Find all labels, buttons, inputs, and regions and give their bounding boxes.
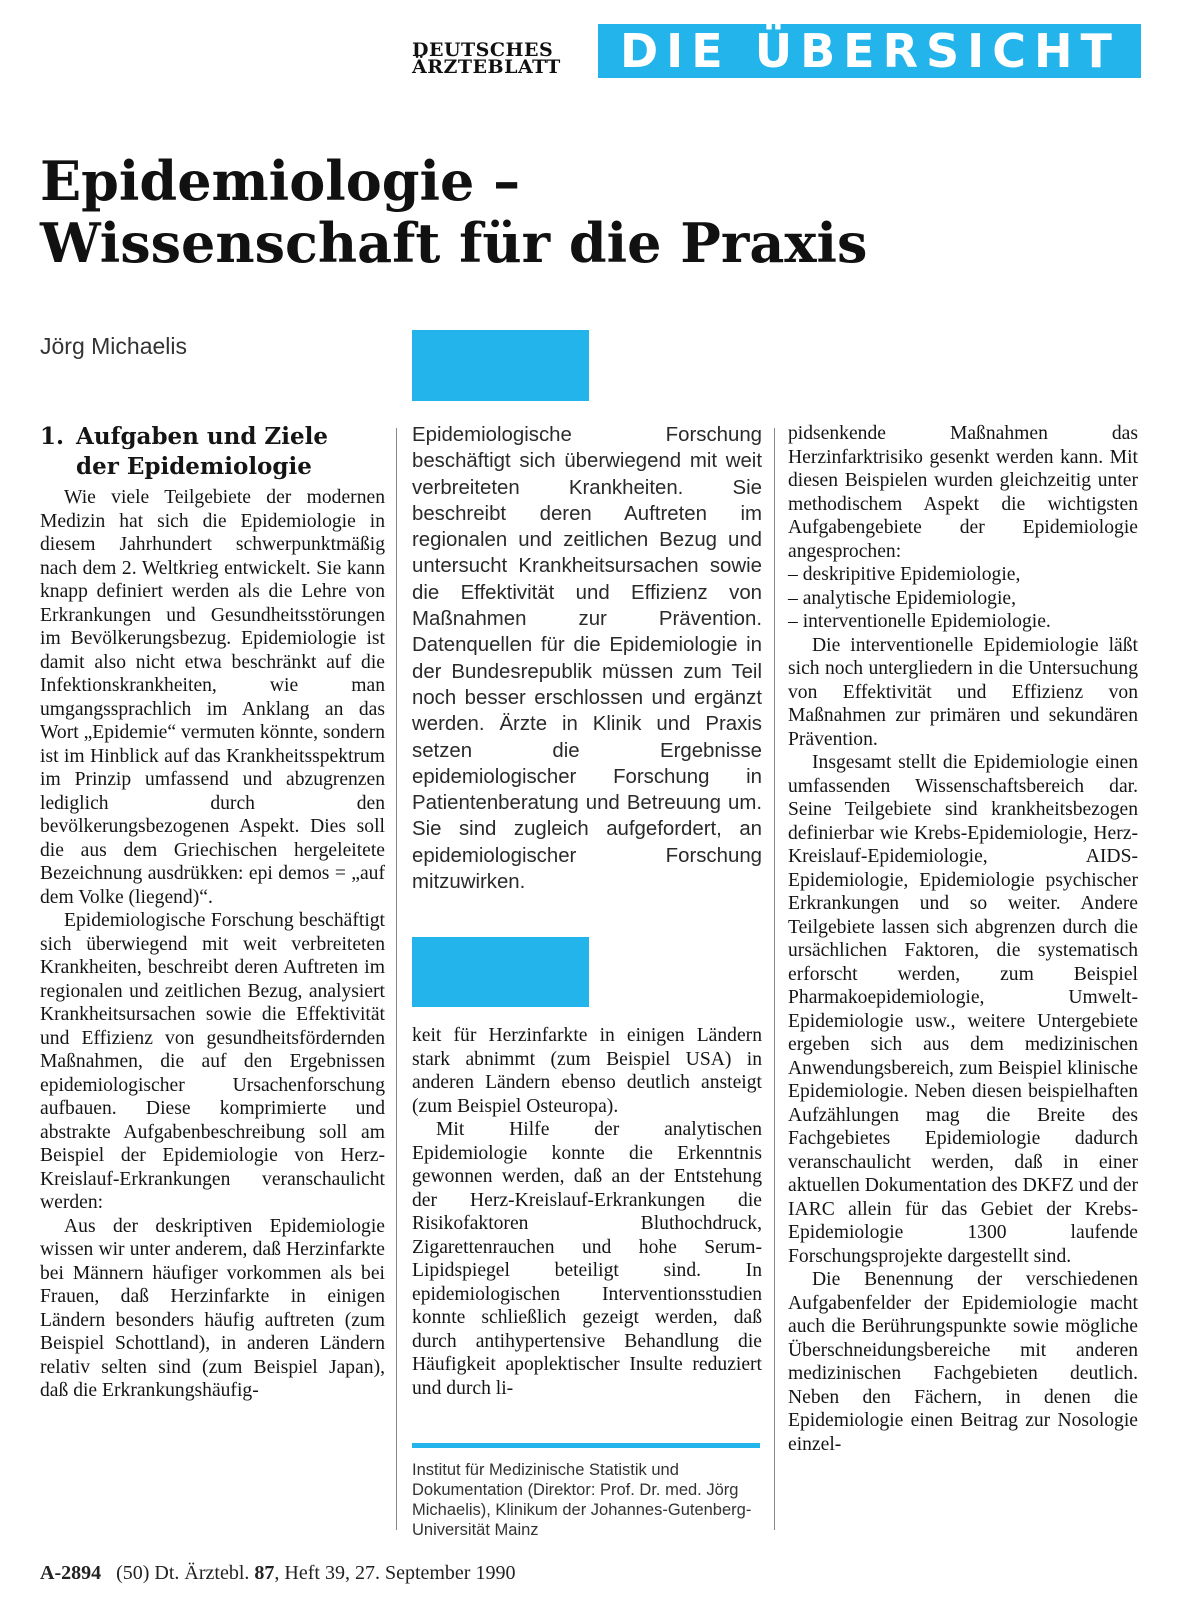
body-paragraph: Wie viele Teilgebiete der modernen Medizin hat sich die Epidemiologie in diesem Jahrhundert schwerpunktmäßig nach dem 2. Weltkrieg entwickelt. Sie kann knapp definiert werden als die Lehre von Erkrankungen und Gesundheitsstörungen im Bevölkerungsbezug. Epidemiologie ist damit also nicht etwa beschränkt auf die Infektionskrankheiten, wie man umgangssprachlich im Anklang an das Wort „Epidemie“ vermuten könnte, sondern ist im Hinblick auf das Krankheitsspektrum im Prinzip umfassend und abzugrenzen lediglich durch den bevölkerungsbezogenen Aspekt. Dies soll die aus dem Griechischen hergeleitete Bezeichnung ausdrükken: epi demos = „auf dem Volke (liegend)“. (40, 487, 386, 908)
column-rule-1 (396, 428, 397, 1530)
decorative-box-top (412, 330, 589, 401)
column-2-body (412, 1024, 762, 1400)
body-paragraph: Die interventionelle Epidemiologie läßt sich noch untergliedern in die Untersuchung von Effektivität und Effizienz von Maßnahmen zur primären und sekundären Prävention. (788, 634, 1138, 750)
article-title (40, 150, 1100, 274)
list-item: – interventionelle Epidemiologie. (788, 611, 1051, 632)
title-line1: Epidemiologie – (40, 149, 521, 213)
section-heading-line2: der Epidemiologie (76, 453, 312, 480)
body-paragraph: Aus der deskriptiven Epidemiologie wissen wir unter anderem, daß Herzinfarkte bei Männern häufiger vorkommen als bei Frauen, daß Herzinfarkte in einigen Ländern besonders häufig auftreten (zum Beispiel Schottland), in anderen Ländern relativ selten sind (zum Beispiel Japan), daß die Erkrankungshäufig- (40, 1215, 385, 1401)
body-paragraph: Epidemiologische Forschung beschäftigt sich überwiegend mit weit verbreiteten Krankheiten, beschreibt deren Auftreten im regionalen und zeitlichen Bezug, analysiert Krankheitsursachen sowie die Effektivität und Effizienz von gesundheitsfördernden Maßnahmen, die auf den Ergebnissen epidemiologischer Ursachenforschung aufbauen. Diese komprimierte und abstrakte Aufgabenbeschreibung soll am Beispiel der Epidemiologie von Herz-Kreislauf-Erkrankungen veranschaulicht werden: (40, 910, 385, 1213)
volume-number: 87 (254, 1562, 275, 1584)
abstract-paragraph: Epidemiologische Forschung beschäftigt sich überwiegend mit weit verbreiteten Krankheiten. Sie beschreibt deren Auftreten im regionalen und zeitlichen Bezug und untersucht Krankheitsursachen sowie die Effektivität und Effizienz von Maßnahmen zur Prävention. Datenquellen für die Epidemiologie in der Bundesrepublik müssen zum Teil noch besser erschlossen und ergänzt werden. Ärzte in Klinik und Praxis setzen die Ergebnisse epidemiologischer Forschung in Patientenberatung und Betreuung um. Sie sind zugleich aufgefordert, an epidemiologischer Forschung mitzuwirken. (412, 424, 762, 894)
author-name: Jörg Michaelis (40, 333, 187, 359)
decorative-box-middle (412, 937, 589, 1007)
section-heading (40, 422, 385, 482)
affiliation-note: Institut für Medizinische Statistik und Dokumentation (Direktor: Prof. Dr. med. Jörg Michaelis), Klinikum der Johannes-Gutenberg-Universität Mainz (412, 1461, 752, 1539)
journal-masthead (412, 39, 590, 78)
body-paragraph: Die Benennung der verschiedenen Aufgabenfelder der Epidemiologie macht auch die Berührungspunkte sowie mögliche Überschneidungsbereiche mit anderen medizinischen Fachgebieten deutlich. Neben den Fächern, in denen die Epidemiologie einen Beitrag zur Nosologie einzel- (788, 1269, 1138, 1455)
page-footer (40, 1562, 515, 1585)
page-number: A-2894 (40, 1562, 102, 1584)
column-rule-2 (774, 428, 775, 1530)
masthead-line2: ÄRZTEBLATT (412, 56, 561, 78)
section-number: 1. (40, 423, 65, 450)
list-item: – analytische Epidemiologie, (788, 587, 1016, 609)
section-label: DIE ÜBERSICHT (620, 24, 1120, 78)
issue-date: , Heft 39, 27. September 1990 (274, 1562, 516, 1584)
section-banner (598, 24, 1141, 78)
masthead-line1: DEUTSCHES (412, 39, 554, 61)
task-list (788, 563, 1138, 634)
body-paragraph: Mit Hilfe der analytischen Epidemiologie konnte die Erkenntnis gewonnen werden, daß an der Entstehung der Herz-Kreislauf-Erkrankungen die Risikofaktoren Bluthochdruck, Zigarettenrauchen und hohe Serum-Lipidspiegel beteiligt sind. In epidemiologischen Interventionsstudien konnte schließlich gezeigt werden, daß durch antihypertensive Behandlung die Häufigkeit apoplektischer Insulte reduziert und durch li- (412, 1119, 762, 1399)
citation-text: (50) Dt. Ärztebl. (116, 1562, 250, 1584)
column-3 (788, 422, 1138, 1456)
abstract-text (412, 422, 762, 895)
section-heading-line1: Aufgaben und Ziele (76, 423, 328, 450)
list-item: – deskripitive Epidemiologie, (788, 564, 1021, 585)
column-1 (40, 422, 385, 1403)
affiliation-rule (412, 1443, 760, 1448)
body-paragraph: keit für Herzinfarkte in einigen Ländern stark abnimmt (zum Beispiel USA) in anderen Ländern ebenso deutlich ansteigt (zum Beispiel Osteuropa). (412, 1025, 762, 1117)
body-paragraph: pidsenkende Maßnahmen das Herzinfarktrisiko gesenkt werden kann. Mit diesen Beispielen wurden gleichzeitig unter methodischem Aspekt die wichtigsten Aufgabengebiete der Epidemiologie angesprochen: (788, 423, 1138, 562)
title-line2: Wissenschaft für die Praxis (40, 211, 868, 275)
body-paragraph: Insgesamt stellt die Epidemiologie einen umfassenden Wissenschaftsbereich dar. Seine Teilgebiete sind krankheitsbezogen definierbar wie Krebs-Epidemiologie, Herz-Kreislauf-Epidemiologie, AIDS-Epidemiologie, Epidemiologie psychischer Erkrankungen und so weiter. Andere Teilgebiete lassen sich abgrenzen durch die ursächlichen Faktoren, die systematisch erforscht werden, zum Beispiel Pharmakoepidemiologie, Umwelt-Epidemiologie usw., weitere Untergebiete ergeben sich aus dem medizinischen Anwendungsbereich, zum Beispiel klinische Epidemiologie. Neben diesen beispielhaften Aufzählungen mag die Breite des Fachgebietes Epidemiologie dadurch veranschaulicht werden, daß in einer aktuellen Dokumentation des DKFZ und der IARC allein für das Gebiet der Krebs-Epidemiologie 1300 laufende Forschungsprojekte dargestellt sind. (788, 752, 1138, 1267)
